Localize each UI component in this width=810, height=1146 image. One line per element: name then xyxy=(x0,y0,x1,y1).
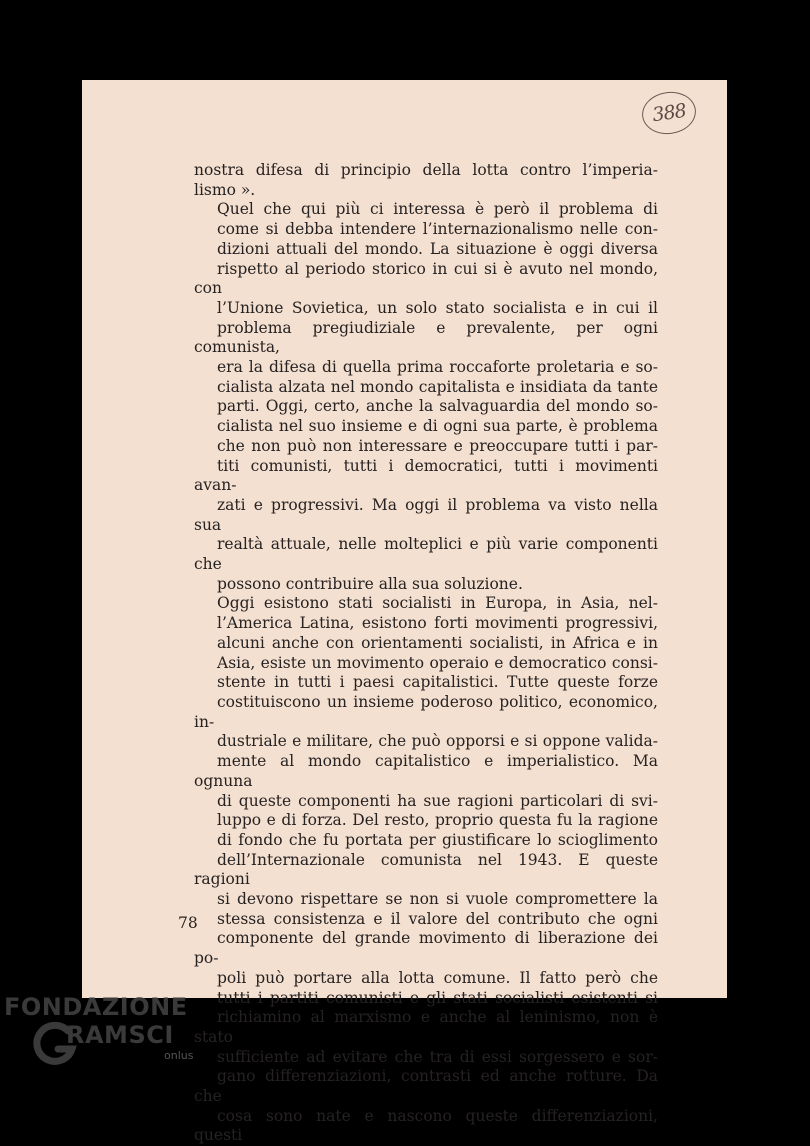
text-line: sufficiente ad evitare che tra di essi sorgessero e sor- xyxy=(217,1047,658,1066)
text-line: era la difesa di quella prima roccaforte proletaria e so- xyxy=(217,358,658,377)
text-line: stessa consistenza e il valore del contributo che ogni xyxy=(217,909,658,928)
text-line: che non può non interessare e preoccupare tutti i par- xyxy=(217,436,658,455)
text-line: problema pregiudiziale e prevalente, per ogni comunista, xyxy=(194,318,658,357)
text-line: di queste componenti ha sue ragioni particolari di svi- xyxy=(217,791,658,810)
text-line: dustriale e militare, che può opporsi e si oppone valida- xyxy=(217,732,658,751)
text-line: cialista alzata nel mondo capitalista e insidiata da tante xyxy=(217,377,658,396)
text-line: titi comunisti, tutti i democratici, tutti i movimenti avan- xyxy=(194,456,658,495)
paragraph xyxy=(194,200,658,594)
logo-text-gramsci: RAMSCI xyxy=(66,1021,174,1049)
text-line: alcuni anche con orientamenti socialisti, in Africa e in xyxy=(217,633,658,652)
text-line: cosa sono nate e nascono queste differenziazioni, questi xyxy=(194,1106,658,1145)
text-line: nostra difesa di principio della lotta contro l’imperia- xyxy=(194,161,658,179)
text-line: l’America Latina, esistono forti movimenti progressivi, xyxy=(217,614,658,633)
text-line: dell’Internazionale comunista nel 1943. E queste ragioni xyxy=(194,850,658,889)
text-line: componente del grande movimento di liberazione dei po- xyxy=(194,929,658,968)
body-text xyxy=(194,161,658,1146)
text-line: costituiscono un insieme poderoso politico, economico, in- xyxy=(194,692,658,731)
archive-number-stamp: 388 xyxy=(639,88,698,137)
text-line: possono contribuire alla sua soluzione. xyxy=(217,574,523,593)
text-line: zati e progressivi. Ma oggi il problema va visto nella sua xyxy=(194,495,658,534)
text-line: Oggi esistono stati socialisti in Europa, in Asia, nel- xyxy=(217,594,658,613)
logo-text-fondazione: FONDAZIONE xyxy=(4,993,188,1021)
text-line: dizioni attuali del mondo. La situazione è oggi diversa xyxy=(217,239,658,258)
paragraph xyxy=(194,594,658,1146)
text-line: poli può portare alla lotta comune. Il fatto però che xyxy=(217,968,658,987)
text-line: di fondo che fu portata per giustificare lo scioglimento xyxy=(217,830,658,849)
text-line: l’Unione Sovietica, un solo stato socialista e in cui il xyxy=(217,298,658,317)
paragraph xyxy=(194,161,658,200)
text-line: Quel che qui più ci interessa è però il problema di xyxy=(217,200,658,219)
text-line: tutti i partiti comunisti e gli stati socialisti esistenti si xyxy=(217,988,658,1007)
text-line: luppo e di forza. Del resto, proprio questa fu la ragione xyxy=(217,811,658,830)
text-line: realtà attuale, nelle molteplici e più varie componenti che xyxy=(194,535,658,574)
text-line: lismo ». xyxy=(194,180,256,199)
text-line: richiamino al marxismo e anche al leninismo, non è stato xyxy=(194,1008,658,1046)
logo-text-onlus: onlus xyxy=(164,1049,194,1062)
page-number: 78 xyxy=(178,914,198,932)
text-line: mente al mondo capitalistico e imperialistico. Ma ognuna xyxy=(194,752,658,790)
text-line: parti. Oggi, certo, anche la salvaguardia del mondo so- xyxy=(217,397,658,416)
text-line: gano differenziazioni, contrasti ed anche rotture. Da che xyxy=(194,1067,658,1106)
fondazione-gramsci-logo xyxy=(4,993,204,1073)
text-line: come si debba intendere l’internazionalismo nelle con- xyxy=(217,220,658,239)
text-line: Asia, esiste un movimento operaio e democratico consi- xyxy=(217,653,658,672)
text-line: stente in tutti i paesi capitalistici. Tutte queste forze xyxy=(217,673,658,692)
text-line: si devono rispettare se non si vuole compromettere la xyxy=(217,890,658,909)
text-line: cialista nel suo insieme e di ogni sua parte, è problema xyxy=(217,417,658,436)
text-line: rispetto al periodo storico in cui si è avuto nel mondo, con xyxy=(194,259,658,298)
